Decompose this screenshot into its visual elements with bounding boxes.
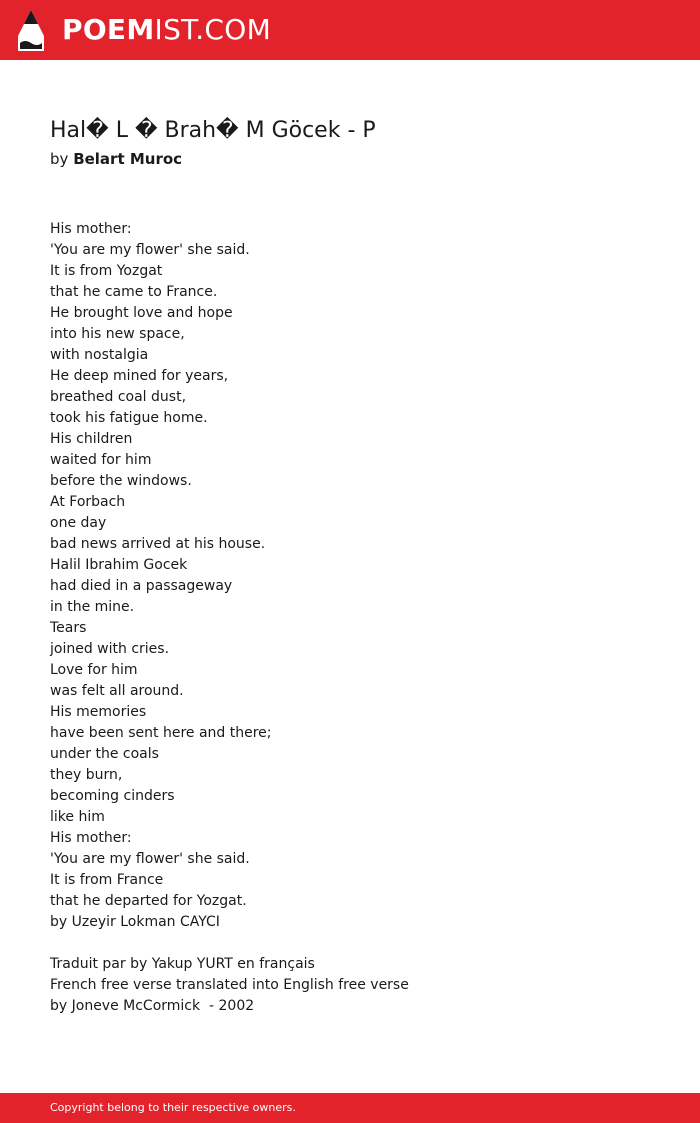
poem-line: under the coals bbox=[50, 746, 159, 762]
poem-title: Hal� L � Brah� M Göcek - P bbox=[50, 118, 376, 143]
poem-line: His mother: bbox=[50, 830, 132, 846]
logo-light-text: IST.COM bbox=[154, 13, 272, 46]
poem-line: took his fatigue home. bbox=[50, 410, 208, 426]
poem-line: 'You are my flower' she said. bbox=[50, 242, 250, 258]
logo-bold-text: POEM bbox=[62, 13, 155, 46]
poem-line: His memories bbox=[50, 704, 147, 720]
poem-line: It is from Yozgat bbox=[50, 263, 163, 279]
poem-line: His mother: bbox=[50, 221, 132, 237]
poem-line: before the windows. bbox=[50, 473, 192, 489]
poem-line: had died in a passageway bbox=[50, 578, 233, 594]
poem-line: His children bbox=[50, 431, 133, 447]
poem-line: Tears bbox=[50, 620, 87, 636]
poem-line: joined with cries. bbox=[50, 641, 170, 657]
poem-line: Halil Ibrahim Gocek bbox=[50, 557, 188, 573]
poem-line: with nostalgia bbox=[50, 347, 149, 363]
poem-line: into his new space, bbox=[50, 326, 185, 342]
poem-body bbox=[50, 219, 650, 1017]
poem-line: He brought love and hope bbox=[50, 305, 233, 321]
poem-line: one day bbox=[50, 515, 107, 531]
poem-line: that he departed for Yozgat. bbox=[50, 893, 247, 909]
site-header bbox=[0, 0, 700, 60]
pencil-tip-icon bbox=[18, 10, 44, 51]
poem-line: by Uzeyir Lokman CAYCI bbox=[50, 914, 220, 930]
poem-line: He deep mined for years, bbox=[50, 368, 229, 384]
poem-line: in the mine. bbox=[50, 599, 135, 615]
poem-line: bad news arrived at his house. bbox=[50, 536, 266, 552]
site-footer bbox=[0, 1093, 700, 1123]
poem-line: that he came to France. bbox=[50, 284, 218, 300]
poem-line: breathed coal dust, bbox=[50, 389, 187, 405]
poem-line: by Joneve McCormick - 2002 bbox=[50, 998, 255, 1014]
poem-line bbox=[50, 933, 650, 954]
poem-line: Love for him bbox=[50, 662, 138, 678]
site-logo[interactable] bbox=[62, 12, 271, 48]
poem-line: was felt all around. bbox=[50, 683, 184, 699]
poem-line: waited for him bbox=[50, 452, 152, 468]
poem-line: At Forbach bbox=[50, 494, 126, 510]
poem-byline bbox=[50, 149, 182, 169]
poem-line: It is from France bbox=[50, 872, 164, 888]
copyright-notice: Copyright belong to their respective owners. bbox=[50, 1101, 296, 1114]
poem-line: Traduit par by Yakup YURT en français bbox=[50, 956, 315, 972]
poem-line: French free verse translated into English free verse bbox=[50, 977, 409, 993]
poem-line: have been sent here and there; bbox=[50, 725, 272, 741]
poem-line: they burn, bbox=[50, 767, 123, 783]
poem-author: Belart Muroc bbox=[73, 150, 183, 168]
poem-line: 'You are my flower' she said. bbox=[50, 851, 250, 867]
poem-line: like him bbox=[50, 809, 105, 825]
byline-prefix: by bbox=[50, 150, 69, 168]
poem-line: becoming cinders bbox=[50, 788, 175, 804]
